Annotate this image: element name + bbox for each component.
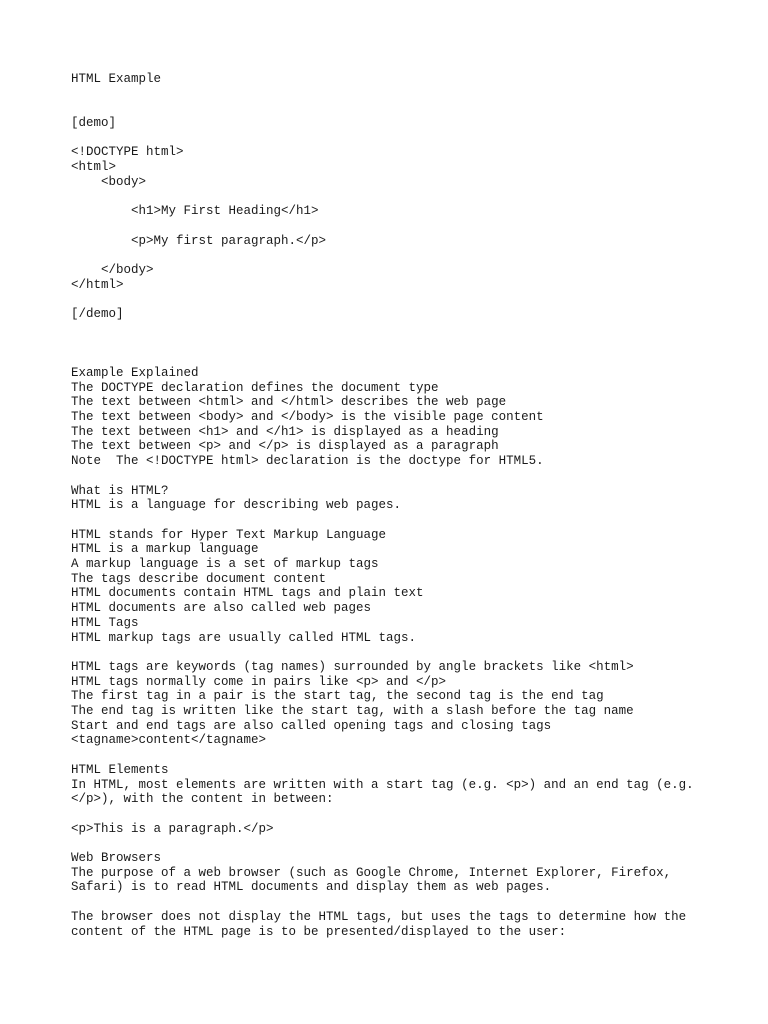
document-page [71,72,751,939]
document-title: HTML Example [71,72,162,86]
html-elements-section: HTML Elements In HTML, most elements are written with a start tag (e.g. <p>) and an end tag (e.g. </p>), with the content in between: [71,762,694,807]
paragraph-example: <p>This is a paragraph.</p> [71,821,274,836]
demo-open-tag: [demo] [71,116,117,131]
html-stands-for-section: HTML stands for Hyper Text Markup Language HTML is a markup language A markup language is a set of markup tags The tags describe document content HTML documents contain HTML tags and plain text HTML documents are also called web pages HTML Tags HTML markup tags are usually called HTML tags. [71,527,424,645]
what-is-html-section: What is HTML? HTML is a language for describing web pages. [71,483,402,513]
web-browsers-section: Web Browsers The purpose of a web browser (such as Google Chrome, Internet Explorer, Firefox, Safari) is to read HTML documents and display them as web pages. [71,851,672,895]
browser-tags-section: The browser does not display the HTML tags, but uses the tags to determine how the content of the HTML page is to be presented/displayed to the user: [71,909,687,939]
html-tags-section: HTML tags are keywords (tag names) surrounded by angle brackets like <html> HTML tags normally come in pairs like <p> and </p> The first tag in a pair is the start tag, the second tag is the end tag The end tag is written like the start tag, with a slash before the tag name Start and end tags are also called opening tags and closing tags <tagname>content</tagname> [71,659,634,748]
demo-close-tag: [/demo] [71,307,124,322]
example-explained-section: Example Explained The DOCTYPE declaration defines the document type The text between <html> and </html> describes the web page The text between <body> and </body> is the visible page content The text between <h1> and </h1> is displayed as a heading The text between <p> and </p> is displayed as a paragraph Note The <!DOCTYPE html> declaration is the doctype for HTML5. [71,365,544,469]
code-example: <!DOCTYPE html> <html> <body> <h1>My First Heading</h1> <p>My first paragraph.</p> </body> </html> [71,145,327,292]
